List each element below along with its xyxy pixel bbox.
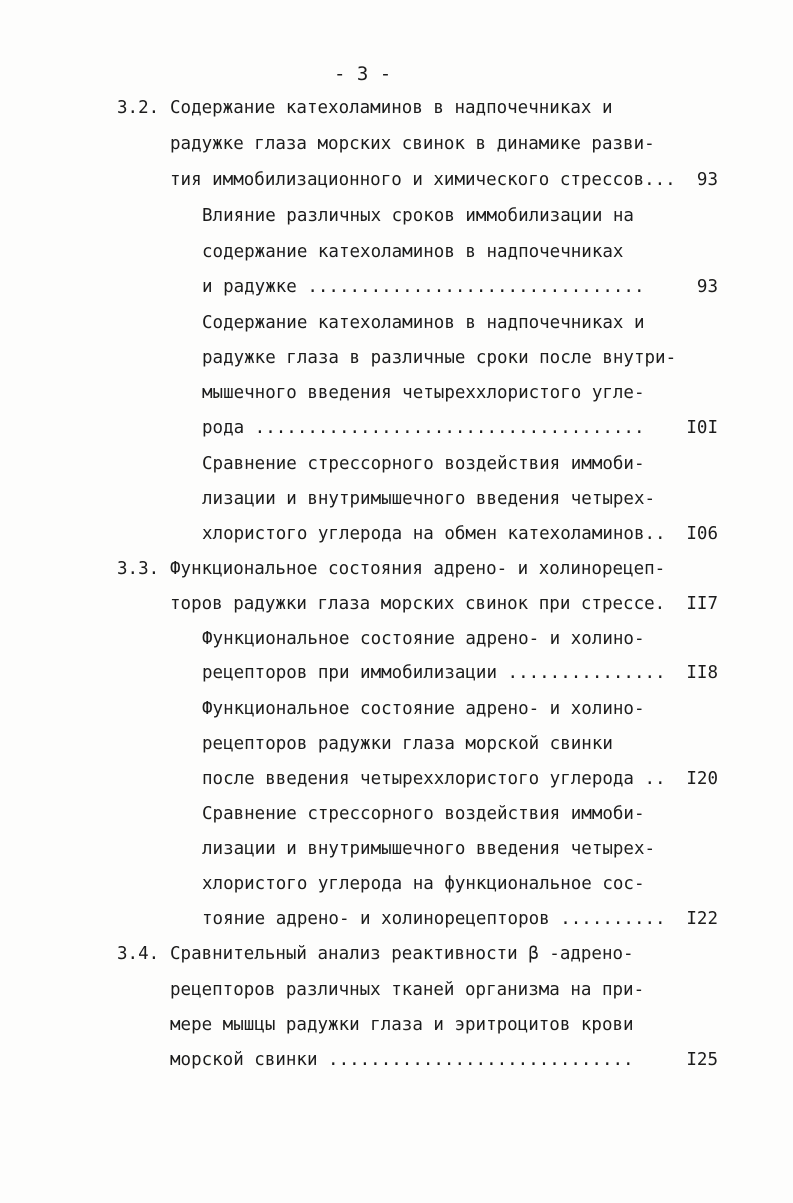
section-number: 3.3. bbox=[117, 559, 160, 579]
section-number: 3.2. bbox=[117, 98, 160, 118]
toc-line: Влияние различных сроков иммобилизации на bbox=[202, 206, 634, 226]
page-ref: I06 bbox=[686, 524, 718, 544]
toc-line: мышечного введения четыреххлористого угле- bbox=[202, 383, 645, 403]
toc-line: Содержание катехоламинов в надпочечниках и bbox=[202, 313, 645, 333]
toc-line: мере мышцы радужки глаза и эритроцитов крови bbox=[170, 1015, 634, 1035]
page-ref: I25 bbox=[686, 1050, 718, 1070]
toc-line: содержание катехоламинов в надпочечниках bbox=[202, 242, 624, 262]
toc-line: радужке глаза морских свинок в динамике разви- bbox=[170, 134, 655, 154]
toc-line: рецепторов различных тканей организма на при- bbox=[170, 980, 645, 1000]
toc-line: Функциональное состояние адрено- и холино- bbox=[202, 699, 645, 719]
toc-line: Содержание катехоламинов в надпочечниках и bbox=[170, 98, 613, 118]
toc-line: хлористого углерода на обмен катехоламинов.. bbox=[202, 524, 666, 544]
toc-line: после введения четыреххлористого углерода .. bbox=[202, 769, 666, 789]
toc-line: лизации и внутримышечного введения четырех- bbox=[202, 839, 656, 859]
page-ref: 93 bbox=[696, 170, 718, 190]
toc-line: Сравнение стрессорного воздействия иммоби- bbox=[202, 454, 645, 474]
toc-line: и радужке ................................ bbox=[202, 277, 645, 297]
section-number: 3.4. bbox=[117, 944, 160, 964]
toc-line: морской свинки ............................. bbox=[170, 1050, 634, 1070]
page-ref: II8 bbox=[686, 663, 718, 683]
toc-line: тояние адрено- и холинорецепторов .......... bbox=[202, 909, 666, 929]
toc-line: Сравнение стрессорного воздействия иммоби- bbox=[202, 804, 645, 824]
toc-line: радужке глаза в различные сроки после внутри- bbox=[202, 348, 677, 368]
toc-line: лизации и внутримышечного введения четырех- bbox=[202, 489, 656, 509]
page-ref: I0I bbox=[686, 418, 718, 438]
page-ref: I22 bbox=[686, 909, 718, 929]
toc-line: торов радужки глаза морских свинок при стрессе. bbox=[170, 594, 666, 614]
toc-line: Сравнительный анализ реактивности β -адрено- bbox=[170, 944, 634, 964]
toc-line: рецепторов радужки глаза морской свинки bbox=[202, 734, 613, 754]
toc-line: рода ..................................... bbox=[202, 418, 645, 438]
toc-line: хлористого углерода на функциональное сос- bbox=[202, 874, 645, 894]
page-ref: II7 bbox=[686, 594, 718, 614]
page-ref: I20 bbox=[686, 769, 718, 789]
toc-line: рецепторов при иммобилизации ............... bbox=[202, 663, 666, 683]
page-number: - 3 - bbox=[334, 63, 392, 85]
toc-line: тия иммобилизационного и химического стрессов... bbox=[170, 170, 676, 190]
page-ref: 93 bbox=[696, 277, 718, 297]
toc-line: Функциональное состояние адрено- и холино- bbox=[202, 629, 645, 649]
toc-line: Функциональное состояния адрено- и холинорецеп- bbox=[170, 559, 666, 579]
